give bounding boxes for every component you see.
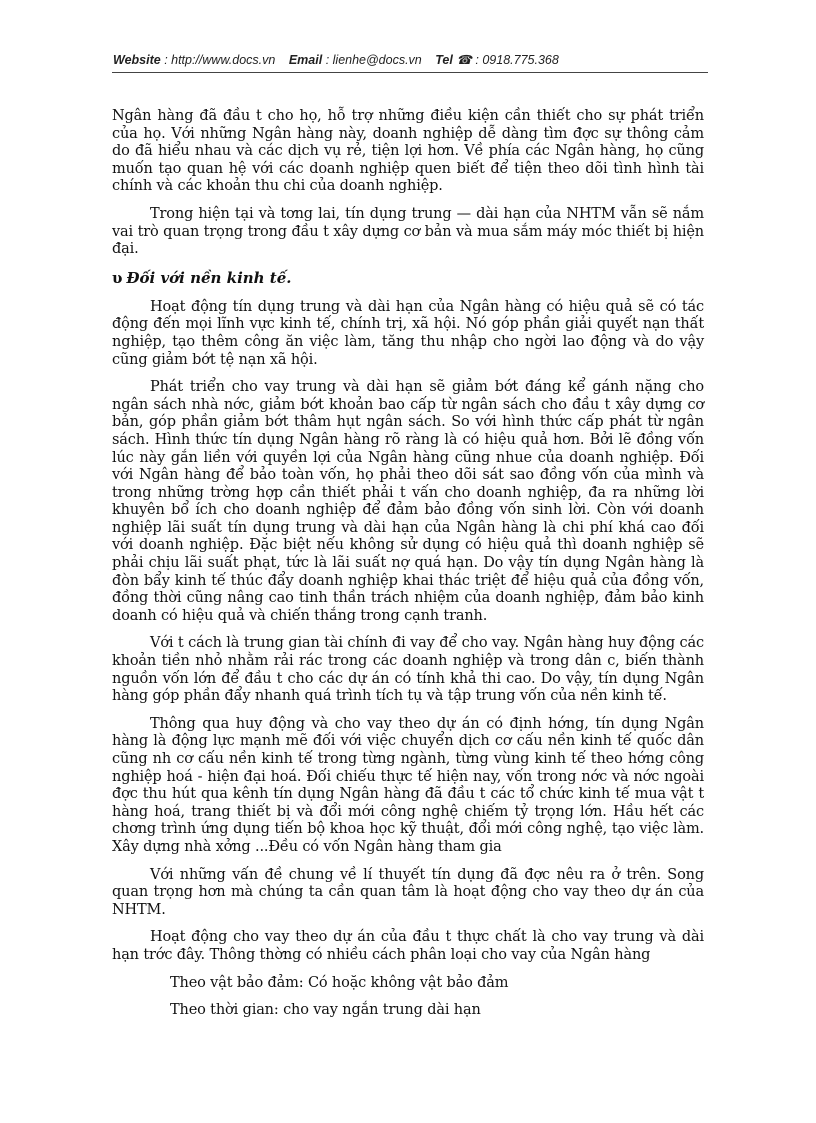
paragraph-7: Với những vấn đề chung về lí thuyết tín dụng đã đợc nêu ra ở trên. Song quan trọng hơn mà chúng ta cần quan tâm là hoạt động cho vay theo dự án của NHTM. <box>112 866 704 918</box>
paragraph-2: Trong hiện tại và tơng lai, tín dụng trung — dài hạn của NHTM vẫn sẽ nắm vai trò quan trọng trong đầu t xây dựng cơ bản và mua sắm máy móc thiết bị hiện đại. <box>112 205 704 258</box>
page-header <box>113 52 703 67</box>
section-heading <box>112 269 704 287</box>
website-value[interactable]: : http://www.docs.vn <box>164 53 276 67</box>
paragraph-4: Phát triển cho vay trung và dài hạn sẽ giảm bớt đáng kể gánh nặng cho ngân sách nhà nớc, giảm bớt khoản bao cấp từ ngân sách cho đầu t xây dựng cơ bản, góp phần giảm bớt thâm hụt ngân sách. So với hình thức cấp phát từ ngân sách. Hình thức tín dụng Ngân hàng rõ ràng là có hiệu quả hơn. Bởi lẽ đồng vốn lúc này gắn liền với quyền lợi của Ngân hàng cũng nhue của doanh nghiệp. Đối với Ngân hàng để bảo toàn vốn, họ phải theo dõi sát sao đồng vốn của mình và trong những trờng hợp cần thiết phải t vấn cho doanh nghiệp, đa ra những lời khuyên bổ ích cho doanh nghiệp để đảm bảo đồng vốn sinh lời. Còn với doanh nghiệp lãi suất tín dụng trung và dài hạn của Ngân hàng là chi phí khá cao đối với doanh nghiệp. Đặc biệt nếu không sử dụng có hiệu quả thì doanh nghiệp sẽ phải chịu lãi suất phạt, tức là lãi suất nợ quá hạn. Do vậy tín dụng Ngân hàng là đòn bẩy kinh tế thúc đẩy doanh nghiệp khai thác triệt để hiệu quả của đồng vốn, đồng thời cũng nâng cao tinh thần trách nhiệm của doanh nghiệp, đảm bảo kinh doanh có hiệu quả và chiến thắng trong cạnh tranh. <box>112 379 704 624</box>
header-divider <box>112 72 708 73</box>
email-value[interactable]: : lienhe@docs.vn <box>325 53 422 67</box>
section-heading-text: Đối với nền kinh tế. <box>126 268 292 287</box>
tel-label: Tel <box>435 53 453 67</box>
paragraph-3: Hoạt động tín dụng trung và dài hạn của Ngân hàng có hiệu quả sẽ có tác động đến mọi lĩnh vực kinh tế, chính trị, xã hội. Nó góp phần giải quyết nạn thất nghiệp, tạo thêm công ăn việc làm, tăng thu nhập cho ngời lao động và do vậy cũng giảm bớt tệ nạn xã hội. <box>112 298 704 368</box>
email-label: Email <box>288 53 323 67</box>
website-label: Website <box>113 53 161 67</box>
paragraph-8: Hoạt động cho vay theo dự án của đầu t thực chất là cho vay trung và dài hạn trớc đây. Thông thờng có nhiều cách phân loại cho vay của Ngân hàng <box>112 929 704 963</box>
tel-value: : 0918.775.368 <box>475 53 559 67</box>
list-item-2: Theo thời gian: cho vay ngắn trung dài hạn <box>170 1002 481 1019</box>
list-item-1: Theo vật bảo đảm: Có hoặc không vật bảo đảm <box>170 974 509 991</box>
phone-icon: ☎ <box>456 53 472 67</box>
paragraph-6: Thông qua huy động và cho vay theo dự án có định hớng, tín dụng Ngân hàng là động lực mạnh mẽ đối với việc chuyển dịch cơ cấu nền kinh tế quốc dân cũng nh cơ cấu nền kinh tế trong từng ngành, từng vùng kinh tế theo hớng công nghiệp hoá - hiện đại hoá. Đối chiếu thực tế hiện nay, vốn trong nớc và nớc ngoài đợc thu hút qua kênh tín dụng Ngân hàng đã đầu t các tổ chức kinh tế mua vật t hàng hoá, trang thiết bị và đổi mới công nghệ chiếm tỷ trọng lớn. Hầu hết các chơng trình ứng dụng tiến bộ khoa học kỹ thuật, đổi mới công nghệ, tạo việc làm. Xây dựng nhà xởng ...Đều có vốn Ngân hàng tham gia <box>112 715 704 855</box>
paragraph-1: Ngân hàng đã đầu t cho họ, hỗ trợ những điều kiện cần thiết cho sự phát triển của họ. Với những Ngân hàng này, doanh nghiệp dễ dàng tìm đợc sự thông cảm do đã hiểu nhau và các dịch vụ rẻ, tiện lợi hơn. Về phía các Ngân hàng, họ cũng muốn tạo quan hệ với các doanh nghiệp quen biết để tiện theo dõi tình hình tài chính và các khoản thu chi của doanh nghiệp. <box>112 108 704 195</box>
document-body <box>112 108 704 1030</box>
paragraph-5: Với t cách là trung gian tài chính đi vay để cho vay. Ngân hàng huy động các khoản tiền nhỏ nhằm rải rác trong các doanh nghiệp và trong dân c, biến thành nguồn vốn lớn để đầu t cho các dự án có tính khả thi cao. Do vậy, tín dụng Ngân hàng góp phần đẩy nhanh quá trình tích tụ và tập trung vốn của nền kinh tế. <box>112 635 704 705</box>
heading-bullet-icon: υ <box>112 268 123 287</box>
